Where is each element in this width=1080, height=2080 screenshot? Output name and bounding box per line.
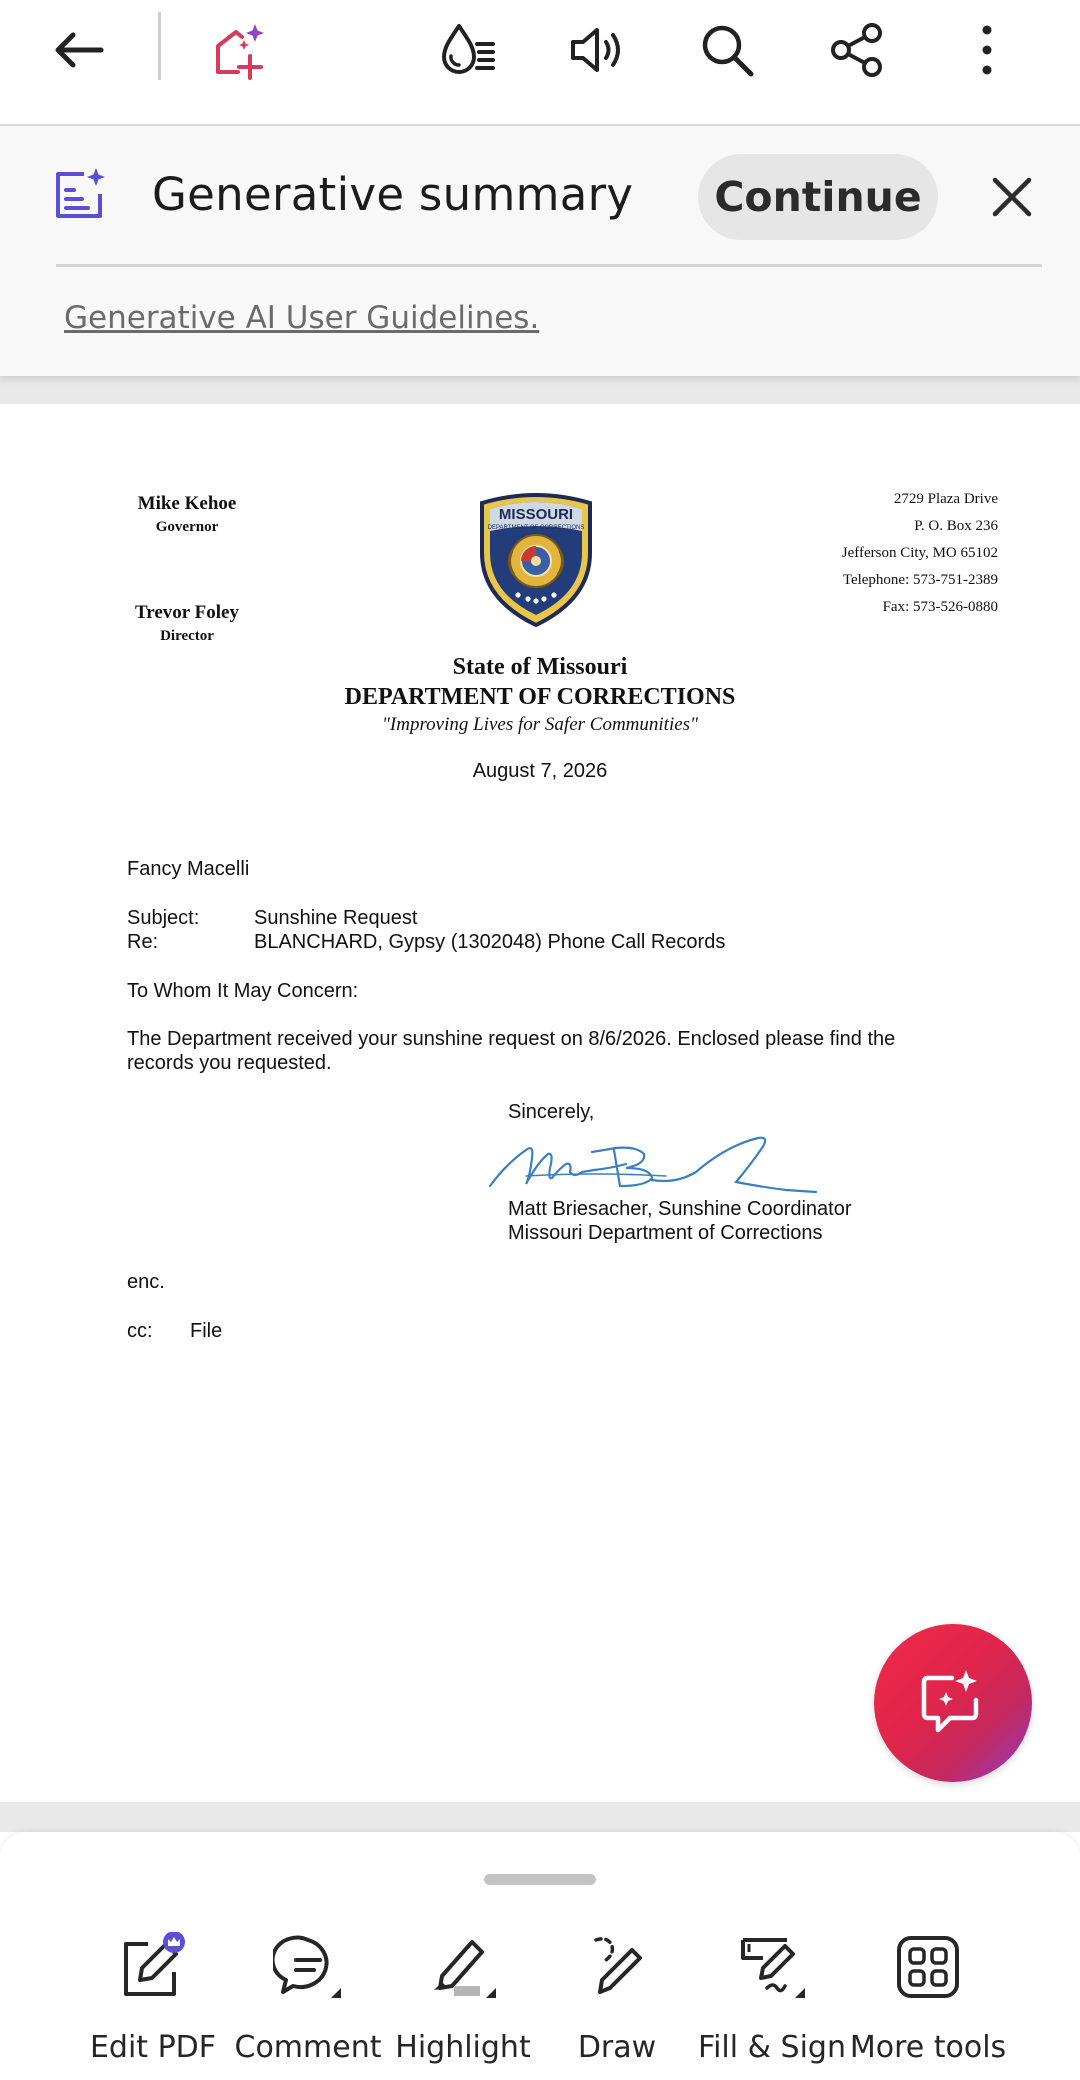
tool-label: Draw (577, 2030, 657, 2065)
enclosure-note: enc. (127, 1271, 165, 1293)
toolbar-divider (158, 12, 161, 80)
handwritten-signature (486, 1124, 826, 1204)
director-title: Director (160, 628, 214, 644)
state-heading: State of Missouri (452, 654, 628, 680)
re-value: BLANCHARD, Gypsy (1302048) Phone Call Records (254, 931, 726, 953)
read-aloud-speaker-icon (567, 20, 627, 80)
signer-name-title: Matt Briesacher, Sunshine Coordinator (508, 1198, 852, 1220)
tool-edit-pdf[interactable] (73, 1932, 233, 2072)
body-line-2: records you requested. (127, 1052, 332, 1074)
subject-value: Sunshine Request (254, 907, 418, 929)
re-label: Re: (127, 931, 159, 953)
more-vertical-icon (957, 20, 1017, 80)
tool-label: Edit PDF (89, 2030, 217, 2065)
continue-button[interactable]: Continue (698, 154, 938, 240)
share-button[interactable] (820, 13, 894, 87)
comment-icon (273, 1932, 343, 2002)
tool-highlight[interactable] (383, 1932, 543, 2072)
seal-ring-text: DEPARTMENT OF CORRECTIONS (487, 525, 585, 531)
banner-divider (56, 264, 1042, 267)
department-heading: DEPARTMENT OF CORRECTIONS (344, 684, 736, 710)
search-button[interactable] (690, 13, 764, 87)
fill-sign-icon (737, 1932, 807, 2002)
cc-label: cc: (127, 1320, 153, 1342)
tool-draw[interactable] (537, 1932, 697, 2072)
signer-department: Missouri Department of Corrections (508, 1222, 823, 1244)
fax: Fax: 573-526-0880 (882, 599, 998, 615)
ai-assistant-fab[interactable] (874, 1624, 1032, 1782)
ai-assistant-sparkle-icon (208, 20, 268, 80)
telephone: Telephone: 573-751-2389 (842, 572, 998, 588)
pdf-page (0, 404, 1080, 1802)
recipient-name: Fancy Macelli (127, 858, 250, 880)
liquid-mode-icon (437, 20, 497, 80)
more-tools-grid-icon (893, 1932, 963, 2002)
tool-label: Fill & Sign (698, 2030, 846, 2065)
tool-label: Highlight (395, 2030, 531, 2065)
address-line-2: P. O. Box 236 (914, 518, 998, 534)
tool-more-tools[interactable] (848, 1932, 1008, 2072)
tool-label: Comment (234, 2030, 382, 2065)
share-icon (827, 20, 887, 80)
top-toolbar (0, 0, 1080, 126)
seal-top-text: MISSOURI (498, 506, 574, 523)
closing: Sincerely, (508, 1101, 595, 1123)
body-line-1: The Department received your sunshine request on 8/6/2026. Enclosed please find the (127, 1028, 896, 1050)
generative-summary-banner (0, 126, 1080, 376)
cc-value: File (190, 1320, 223, 1342)
back-button[interactable] (42, 13, 116, 87)
department-motto: "Improving Lives for Safer Communities" (381, 714, 699, 735)
edit-pdf-icon (118, 1932, 188, 2002)
highlight-icon (428, 1932, 498, 2002)
back-arrow-icon (49, 20, 109, 80)
governor-name: Mike Kehoe (137, 493, 237, 514)
draw-icon (582, 1932, 652, 2002)
department-seal (472, 491, 600, 631)
ai-guidelines-link[interactable]: Generative AI User Guidelines. (64, 300, 540, 336)
search-icon (697, 20, 757, 80)
liquid-mode-button[interactable] (430, 13, 504, 87)
ai-chat-sparkle-icon (916, 1666, 990, 1740)
letter-date: August 7, 2026 (472, 760, 608, 782)
more-options-button[interactable] (950, 13, 1024, 87)
page-gap-top (0, 376, 1080, 404)
ai-assistant-button[interactable] (201, 13, 275, 87)
tool-fill-sign[interactable] (692, 1932, 852, 2072)
address-line-3: Jefferson City, MO 65102 (841, 545, 998, 561)
director-name: Trevor Foley (135, 602, 239, 623)
read-aloud-button[interactable] (560, 13, 634, 87)
tools-panel (0, 1832, 1080, 2080)
banner-title: Generative summary (152, 168, 634, 221)
address-line-1: 2729 Plaza Drive (893, 491, 998, 507)
salutation: To Whom It May Concern: (127, 980, 359, 1002)
governor-title: Governor (155, 519, 219, 535)
drag-handle[interactable] (484, 1874, 596, 1885)
subject-label: Subject: (127, 907, 200, 929)
tool-label: More tools (849, 2030, 1007, 2065)
generative-summary-icon (52, 166, 108, 222)
close-icon[interactable] (985, 170, 1039, 224)
page-gap-bottom (0, 1802, 1080, 1832)
tool-comment[interactable] (228, 1932, 388, 2072)
